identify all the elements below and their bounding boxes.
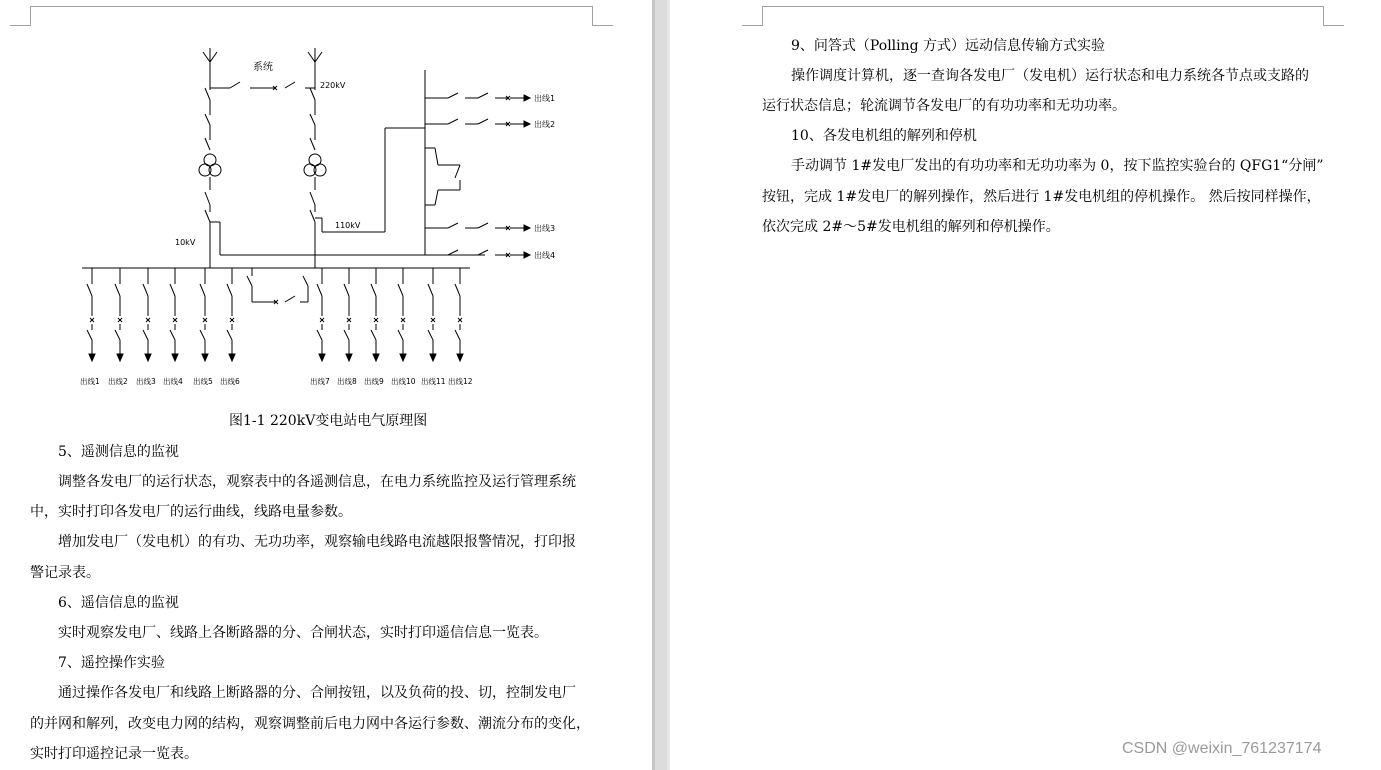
header-line (763, 6, 1324, 7)
bottom-feeder (448, 268, 473, 386)
paragraph-line: 通过操作各发电厂和线路上断路器的分、合闸按钮，以及负荷的投、切，控制发电厂 (58, 685, 576, 701)
right-feeder (425, 119, 555, 129)
crop-mark (1323, 25, 1344, 26)
bottom-feeder (80, 268, 100, 386)
right-output-label: 出线4 (534, 251, 556, 260)
heading-telemetry: 5、遥测信息的监视 (58, 444, 179, 460)
bottom-feeder (364, 268, 384, 386)
bottom-feeder (391, 268, 416, 386)
figure-caption: 图1-1 220kV变电站电气原理图 (229, 413, 428, 429)
bottom-output-label: 出线1 (80, 377, 100, 386)
crop-mark (762, 6, 763, 26)
paragraph-line: 中，实时打印各发电厂的运行曲线，线路电量参数。 (30, 504, 352, 520)
substation-diagram (60, 40, 556, 390)
bottom-output-label: 出线11 (421, 377, 446, 386)
crop-mark (1323, 6, 1324, 26)
document-page-left (0, 0, 652, 770)
bottom-output-label: 出线10 (391, 377, 416, 386)
paragraph-line: 增加发电厂（发电机）的有功、无功功率，观察输电线路电流越限报警情况，打印报 (58, 534, 576, 550)
right-feeders (425, 93, 555, 260)
bottom-output-label: 出线5 (193, 377, 213, 386)
heading-polling: 9、问答式（Polling 方式）远动信息传输方式实验 (791, 38, 1106, 54)
bottom-feeder (136, 268, 156, 386)
bottom-output-label: 出线9 (364, 377, 384, 386)
right-feeder (425, 93, 555, 103)
paragraph-line: 手动调节 1#发电厂发出的有功功率和无功功率为 0，按下监控实验台的 QFG1“分闸” (791, 158, 1324, 174)
right-feeder (425, 223, 555, 233)
bottom-feeder (220, 268, 240, 386)
bottom-output-label: 出线7 (310, 377, 330, 386)
crop-mark (742, 25, 763, 26)
crop-mark (592, 25, 613, 26)
header-line (31, 6, 593, 7)
kv110-label: 110kV (335, 221, 361, 230)
system-tie (210, 82, 315, 90)
bus-tie (247, 268, 308, 304)
csdn-watermark: CSDN @weixin_761237174 (1122, 740, 1322, 757)
paragraph-line: 的并网和解列，改变电力网的结构，观察调整前后电力网中各运行参数、潮流分布的变化， (30, 716, 590, 732)
paragraph-line: 运行状态信息；轮流调节各发电厂的有功功率和无功功率。 (762, 98, 1126, 114)
crop-mark (592, 6, 593, 26)
bottom-output-label: 出线12 (448, 377, 473, 386)
bottom-feeder (421, 268, 446, 386)
bottom-output-label: 出线4 (163, 377, 183, 386)
paragraph-line: 实时打印遥控记录一览表。 (30, 746, 198, 762)
right-output-label: 出线3 (534, 224, 556, 233)
heading-telesignal: 6、遥信信息的监视 (58, 595, 179, 611)
heading-telecontrol: 7、遥控操作实验 (58, 655, 165, 671)
crop-mark (30, 6, 31, 26)
kv10-label: 10kV (175, 238, 196, 247)
paragraph-line: 实时观察发电厂、线路上各断路器的分、合闸状态，实时打印遥信信息一览表。 (58, 625, 548, 641)
bottom-feeder (163, 268, 183, 386)
paragraph-line: 按钮，完成 1#发电厂的解列操作，然后进行 1#发电机组的停机操作。 然后按同样操作， (762, 189, 1321, 205)
bottom-feeder (337, 268, 357, 386)
system-label: 系统 (253, 62, 273, 73)
document-page-right (670, 0, 1381, 770)
bottom-feeder (108, 268, 128, 386)
crop-mark (10, 25, 31, 26)
bottom-feeders (80, 268, 473, 386)
paragraph-line: 依次完成 2#～5#发电机组的解列和停机操作。 (762, 219, 1060, 235)
paragraph-line: 调整各发电厂的运行状态，观察表中的各遥测信息，在电力系统监控及运行管理系统 (58, 474, 576, 490)
right-feeder (425, 250, 555, 260)
heading-shutdown: 10、各发电机组的解列和停机 (791, 128, 977, 144)
bottom-feeder (310, 268, 330, 386)
bottom-output-label: 出线6 (220, 377, 240, 386)
gutter-shadow (652, 0, 655, 770)
bottom-output-label: 出线8 (337, 377, 357, 386)
bypass-branch (425, 148, 460, 205)
paragraph-line: 警记录表。 (30, 565, 100, 581)
bottom-output-label: 出线3 (136, 377, 156, 386)
right-output-label: 出线1 (534, 94, 556, 103)
bottom-feeder (193, 268, 213, 386)
paragraph-line: 操作调度计算机，逐一查询各发电厂（发电机）运行状态和电力系统各节点或支路的 (791, 68, 1309, 84)
kv220-label: 220kV (320, 81, 346, 90)
right-output-label: 出线2 (534, 120, 556, 129)
bottom-output-label: 出线2 (108, 377, 128, 386)
